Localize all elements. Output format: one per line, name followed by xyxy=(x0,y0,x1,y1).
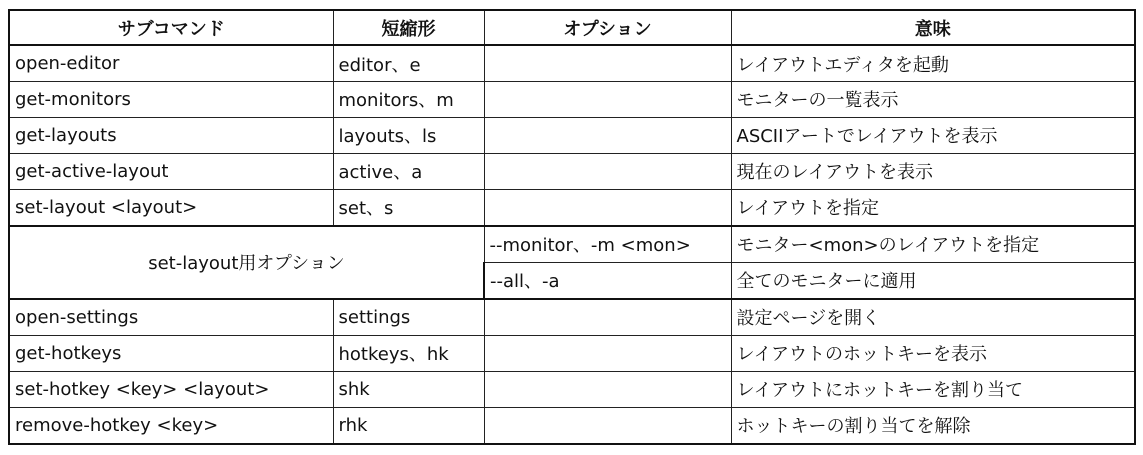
cell-subcommand: remove-hotkey <key> xyxy=(9,407,333,444)
cell-option xyxy=(484,335,731,371)
cell-meaning: 設定ページを開く xyxy=(731,299,1135,336)
table-row-set-layout-option-monitor xyxy=(9,226,1135,263)
cell-subcommand: set-hotkey <key> <layout> xyxy=(9,371,333,407)
cell-meaning: レイアウトを指定 xyxy=(731,189,1135,226)
cell-option xyxy=(484,45,731,82)
cell-meaning: レイアウトにホットキーを割り当て xyxy=(731,371,1135,407)
table-row xyxy=(9,153,1135,189)
header-meaning: 意味 xyxy=(731,10,1135,45)
header-subcommand: サブコマンド xyxy=(9,10,333,45)
cell-meaning: モニターの一覧表示 xyxy=(731,82,1135,118)
cell-option xyxy=(484,82,731,118)
cell-short: layouts、ls xyxy=(333,117,484,153)
table-row xyxy=(9,117,1135,153)
cell-short: settings xyxy=(333,299,484,336)
header-short: 短縮形 xyxy=(333,10,484,45)
cell-subcommand: open-editor xyxy=(9,45,333,82)
table-row xyxy=(9,45,1135,82)
table-header-row xyxy=(9,10,1135,45)
cell-meaning: レイアウトエディタを起動 xyxy=(731,45,1135,82)
cell-meaning: レイアウトのホットキーを表示 xyxy=(731,335,1135,371)
cell-short: shk xyxy=(333,371,484,407)
cell-subcommand: get-layouts xyxy=(9,117,333,153)
cell-option xyxy=(484,371,731,407)
cell-short: monitors、m xyxy=(333,82,484,118)
cell-short: editor、e xyxy=(333,45,484,82)
cell-option xyxy=(484,153,731,189)
cell-short: rhk xyxy=(333,407,484,444)
table-row xyxy=(9,407,1135,444)
cell-meaning: モニター<mon>のレイアウトを指定 xyxy=(731,226,1135,263)
cell-option: --all、-a xyxy=(484,262,731,299)
table-row xyxy=(9,189,1135,226)
command-table xyxy=(8,9,1136,445)
cell-short: active、a xyxy=(333,153,484,189)
cell-meaning: ホットキーの割り当てを解除 xyxy=(731,407,1135,444)
cell-subcommand: get-monitors xyxy=(9,82,333,118)
table-row xyxy=(9,335,1135,371)
cell-meaning: 全てのモニターに適用 xyxy=(731,262,1135,299)
set-layout-options-label: set-layout用オプション xyxy=(9,226,484,299)
cell-option xyxy=(484,299,731,336)
cell-option xyxy=(484,407,731,444)
cell-short: hotkeys、hk xyxy=(333,335,484,371)
cell-short: set、s xyxy=(333,189,484,226)
table-row xyxy=(9,82,1135,118)
cell-subcommand: get-active-layout xyxy=(9,153,333,189)
cell-option xyxy=(484,189,731,226)
cell-subcommand: open-settings xyxy=(9,299,333,336)
header-option: オプション xyxy=(484,10,731,45)
table-row xyxy=(9,299,1135,336)
table-row xyxy=(9,371,1135,407)
cell-meaning: ASCIIアートでレイアウトを表示 xyxy=(731,117,1135,153)
cell-subcommand: set-layout <layout> xyxy=(9,189,333,226)
cell-option: --monitor、-m <mon> xyxy=(484,226,731,263)
cell-subcommand: get-hotkeys xyxy=(9,335,333,371)
cell-option xyxy=(484,117,731,153)
cell-meaning: 現在のレイアウトを表示 xyxy=(731,153,1135,189)
